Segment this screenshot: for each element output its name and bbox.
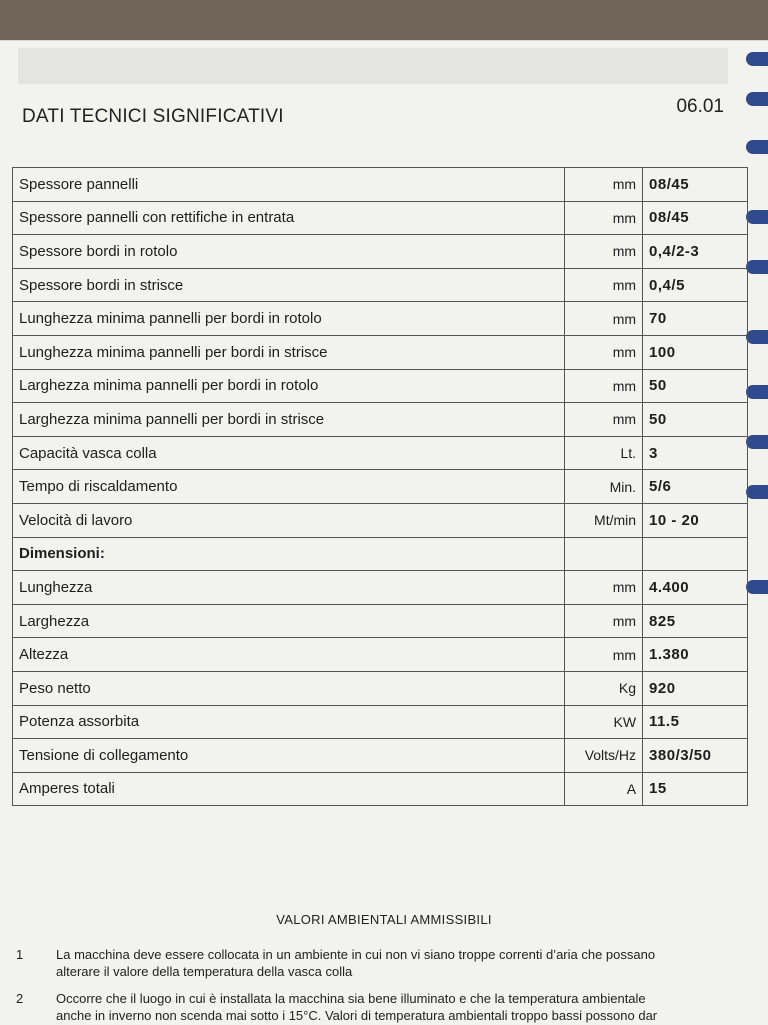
spec-value: 10 - 20 [643, 503, 748, 537]
page-header-band [18, 48, 728, 84]
spec-row [13, 268, 748, 302]
environment-note [14, 990, 748, 1024]
spec-value: 825 [643, 604, 748, 638]
spec-value: 08/45 [643, 168, 748, 202]
spec-value: 08/45 [643, 201, 748, 235]
spec-unit: KW [565, 705, 643, 739]
spec-label: Lunghezza minima pannelli per bordi in strisce [13, 335, 565, 369]
spec-row [13, 436, 748, 470]
spec-row [13, 671, 748, 705]
spec-value: 50 [643, 403, 748, 437]
spec-value: 4.400 [643, 571, 748, 605]
spec-row [13, 638, 748, 672]
spec-unit: Lt. [565, 436, 643, 470]
spec-unit: mm [565, 369, 643, 403]
spec-label: Tempo di riscaldamento [13, 470, 565, 504]
spec-unit: Min. [565, 470, 643, 504]
binder-ring [746, 485, 768, 499]
binder-ring [746, 140, 768, 154]
spec-value: 380/3/50 [643, 739, 748, 773]
binder-ring [746, 580, 768, 594]
spec-label: Lunghezza minima pannelli per bordi in rotolo [13, 302, 565, 336]
spec-value: 1.380 [643, 638, 748, 672]
binder-ring [746, 92, 768, 106]
spec-row [13, 302, 748, 336]
spec-unit: Mt/min [565, 503, 643, 537]
spec-label: Peso netto [13, 671, 565, 705]
note-number: 2 [16, 991, 24, 1006]
spec-row [13, 571, 748, 605]
spec-row [13, 705, 748, 739]
spec-unit: A [565, 772, 643, 806]
spec-label: Spessore bordi in rotolo [13, 235, 565, 269]
spec-unit [565, 537, 643, 571]
spec-label: Larghezza minima pannelli per bordi in strisce [13, 403, 565, 437]
spec-label: Amperes totali [13, 772, 565, 806]
spec-row [13, 235, 748, 269]
spec-row [13, 503, 748, 537]
spec-value [643, 537, 748, 571]
environment-title: VALORI AMBIENTALI AMMISSIBILI [276, 912, 492, 927]
spec-row [13, 201, 748, 235]
spec-label: Lunghezza [13, 571, 565, 605]
spec-value: 3 [643, 436, 748, 470]
note-line: anche in inverno non scenda mai sotto i 15°C. Valori di temperatura ambientali troppo bassi possono dar [56, 1008, 658, 1023]
spec-unit: mm [565, 168, 643, 202]
binder-ring [746, 260, 768, 274]
binder-ring [746, 385, 768, 399]
spec-unit: mm [565, 403, 643, 437]
spec-value: 5/6 [643, 470, 748, 504]
spec-label: Larghezza minima pannelli per bordi in rotolo [13, 369, 565, 403]
spec-value: 50 [643, 369, 748, 403]
spec-value: 15 [643, 772, 748, 806]
spec-unit: mm [565, 335, 643, 369]
spec-label: Larghezza [13, 604, 565, 638]
spec-unit: mm [565, 302, 643, 336]
spec-row [13, 369, 748, 403]
spec-row [13, 335, 748, 369]
note-line: Occorre che il luogo in cui è installata la macchina sia bene illuminato e che la temperatura ambientale [56, 991, 646, 1006]
spec-unit: mm [565, 638, 643, 672]
spec-unit: Kg [565, 671, 643, 705]
spec-value: 0,4/5 [643, 268, 748, 302]
spec-label: Capacità vasca colla [13, 436, 565, 470]
spec-label: Spessore pannelli con rettifiche in entrata [13, 201, 565, 235]
spec-row [13, 604, 748, 638]
spec-label: Dimensioni: [13, 537, 565, 571]
binder-ring [746, 435, 768, 449]
note-text [56, 946, 748, 980]
spec-label: Spessore pannelli [13, 168, 565, 202]
spec-row [13, 470, 748, 504]
spec-row [13, 168, 748, 202]
note-line: La macchina deve essere collocata in un ambiente in cui non vi siano troppe correnti d’aria che possano [56, 947, 656, 962]
spec-label: Spessore bordi in strisce [13, 268, 565, 302]
spec-value: 100 [643, 335, 748, 369]
spec-row [13, 537, 748, 571]
spec-unit: mm [565, 604, 643, 638]
note-number: 1 [16, 947, 24, 962]
spec-row [13, 403, 748, 437]
note-text [56, 990, 748, 1024]
spec-label: Altezza [13, 638, 565, 672]
spec-value: 0,4/2-3 [643, 235, 748, 269]
binder-ring [746, 330, 768, 344]
spec-value: 11.5 [643, 705, 748, 739]
spec-label: Tensione di collegamento [13, 739, 565, 773]
page-number: 06.01 [676, 96, 724, 117]
spec-value: 920 [643, 671, 748, 705]
spec-unit: mm [565, 268, 643, 302]
binder-ring [746, 210, 768, 224]
binder-ring [746, 52, 768, 66]
environment-note [14, 946, 748, 980]
spec-unit: mm [565, 201, 643, 235]
specs-table [12, 167, 748, 806]
spec-unit: mm [565, 235, 643, 269]
spec-row [13, 772, 748, 806]
spec-unit: mm [565, 571, 643, 605]
spec-label: Velocità di lavoro [13, 503, 565, 537]
spec-unit: Volts/Hz [565, 739, 643, 773]
spec-value: 70 [643, 302, 748, 336]
document-heading: DATI TECNICI SIGNIFICATIVI [22, 106, 284, 127]
spec-row [13, 739, 748, 773]
note-line: alterare il valore della temperatura della vasca colla [56, 964, 353, 979]
spec-label: Potenza assorbita [13, 705, 565, 739]
